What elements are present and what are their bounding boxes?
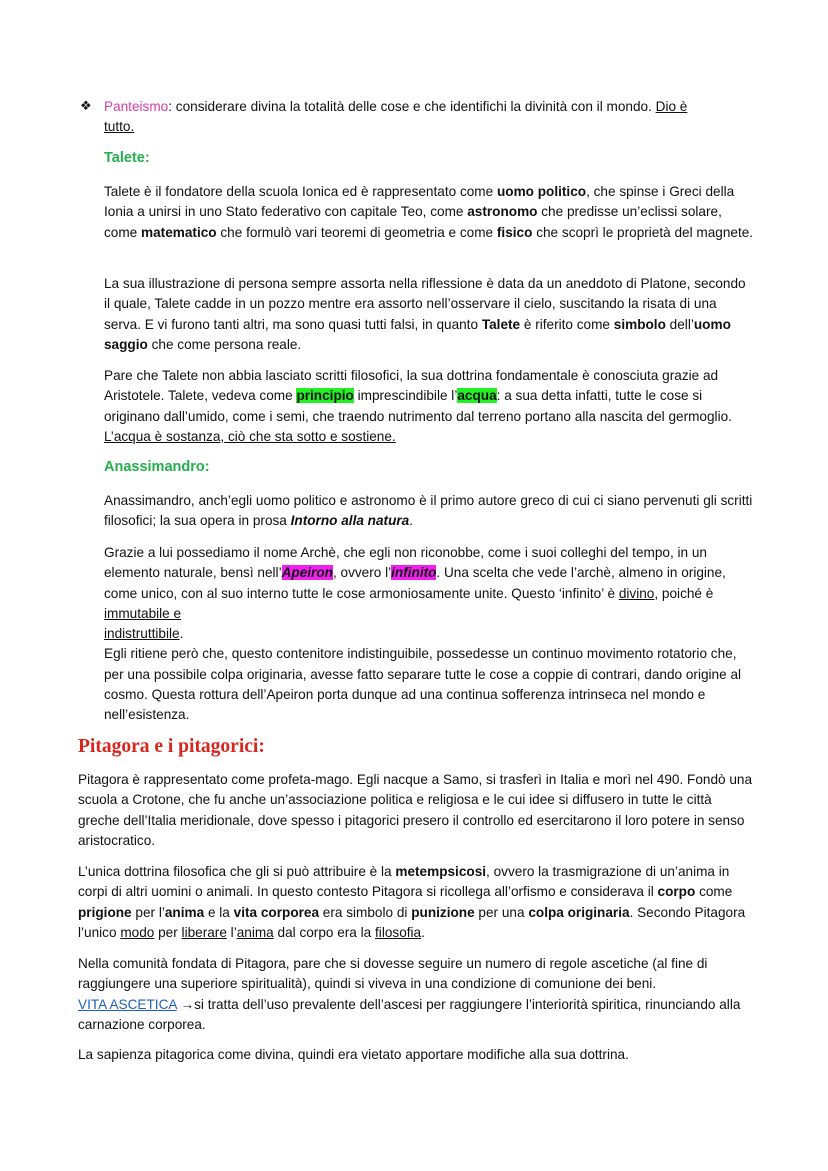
pitagora-paragraph-1: Pitagora è rappresentato come profeta-mago. Egli nacque a Samo, si trasferì in Italia e morì nel 490. Fondò una scuola a Crotone, che fu anche un’associazione politica e religiosa e le cui idee si diffusero in tutte le città greche dell’Italia meridionale, dove spesso i pitagorici presero il controllo ed esercitarono il loro potere in senso aristocratico. [78, 772, 753, 848]
talete-paragraph-2: La sua illustrazione di persona sempre assorta nella riflessione è data da un aneddoto di Platone, secondo il quale, Talete cadde in un pozzo mentre era assorto nell’osservare il cielo, suscitando la risata di una serva. E vi furono tanti altri, ma sono quasi tutti falsi, in quanto Talete è riferito come simbolo dell’uomo saggio che come persona reale. [104, 276, 746, 352]
pitagora-paragraph-2: L’unica dottrina filosofica che gli si può attribuire è la metempsicosi, ovvero la trasmigrazione di un’anima in corpi di altri uomini o animali. In questo contesto Pitagora si ricollega all’orfismo e considerava il corpo come prigione per l’anima e la vita corporea era simbolo di punizione per una colpa originaria. Secondo Pitagora l’unico modo per liberare l’anima dal corpo era la filosofia. [78, 864, 746, 940]
panteismo-item [80, 97, 754, 138]
highlight-acqua: acqua [457, 388, 497, 404]
anassimandro-paragraph-2: Grazie a lui possediamo il nome Archè, che egli non riconobbe, come i suoi colleghi del tempo, in un elemento naturale, bensì nell’Apeiron, ovvero l’infinito. Una scelta che vede l’archè, almeno in origine, come unico, con al suo interno tutte le cose armoniosamente unite. Questo ‘infinito’ è divino, poiché è immutabile e indistruttibile. Egli ritiene però che, questo contenitore indistinguibile, possedesse un continuo movimento rotatorio che, per una possibile colpa originaria, avesse fatto separare tutte le cose a coppie di contrari, dando origine al cosmo. Questa rottura dell’Apeiron porta dunque ad una continua sofferenza intrinseca nel mondo e nell’esistenza. [104, 545, 742, 723]
pitagora-heading: Pitagora e i pitagorici: [78, 736, 265, 757]
vita-ascetica-link[interactable]: VITA ASCETICA [78, 996, 177, 1012]
talete-paragraph-1: Talete è il fondatore della scuola Ionica ed è rappresentato come uomo politico, che spinse i Greci della Ionia a unirsi in uno Stato federativo con capitale Teo, come astronomo che predisse un’eclissi solare, come matematico che formulò vari teoremi di geometria e come fisico che scoprì le proprietà del magnete. [104, 184, 754, 240]
talete-heading: Talete: [104, 150, 150, 166]
anassimandro-heading: Anassimandro: [104, 459, 210, 475]
highlight-principio: principio [296, 388, 354, 404]
highlight-infinito: infinito [391, 565, 437, 581]
arrow-right-icon: → [180, 996, 195, 1012]
diamond-bullet-icon: ❖ [80, 98, 92, 113]
panteismo-term: Panteismo [104, 99, 169, 114]
pitagora-paragraph-4: La sapienza pitagorica come divina, quindi era vietato apportare modifiche alla sua dottrina. [78, 1047, 629, 1062]
talete-paragraph-3: Pare che Talete non abbia lasciato scritti filosofici, la sua dottrina fondamentale è conosciuta grazie ad Aristotele. Talete, vedeva come principio imprescindibile l’acqua: a sua detta infatti, tutte le cose si originano dall’umido, come i semi, che traendo nutrimento dal terreno portano alla nascita del germoglio. L’acqua è sostanza, ciò che sta sotto e sostiene. [104, 368, 732, 444]
pitagora-paragraph-3: Nella comunità fondata di Pitagora, pare che si dovesse seguire un numero di regole ascetiche (al fine di raggiungere una superiore spiritualità), quindi si viveva in una condizione di comunione dei beni. VITA ASCETICA →si tratta dell’uso prevalente dell’ascesi per raggiungere l’interiorità spiritica, rinunciando alla carnazione corporea. [78, 956, 741, 1032]
panteismo-text: Panteismo: considerare divina la totalità delle cose e che identifichi la divinità con il mondo. Dio è tutto. [104, 99, 688, 135]
anassimandro-paragraph-1: Anassimandro, anch’egli uomo politico e astronomo è il primo autore greco di cui ci siano pervenuti gli scritti filosofici; la sua opera in prosa Intorno alla natura. [104, 493, 753, 529]
highlight-apeiron: Apeiron [281, 565, 333, 581]
